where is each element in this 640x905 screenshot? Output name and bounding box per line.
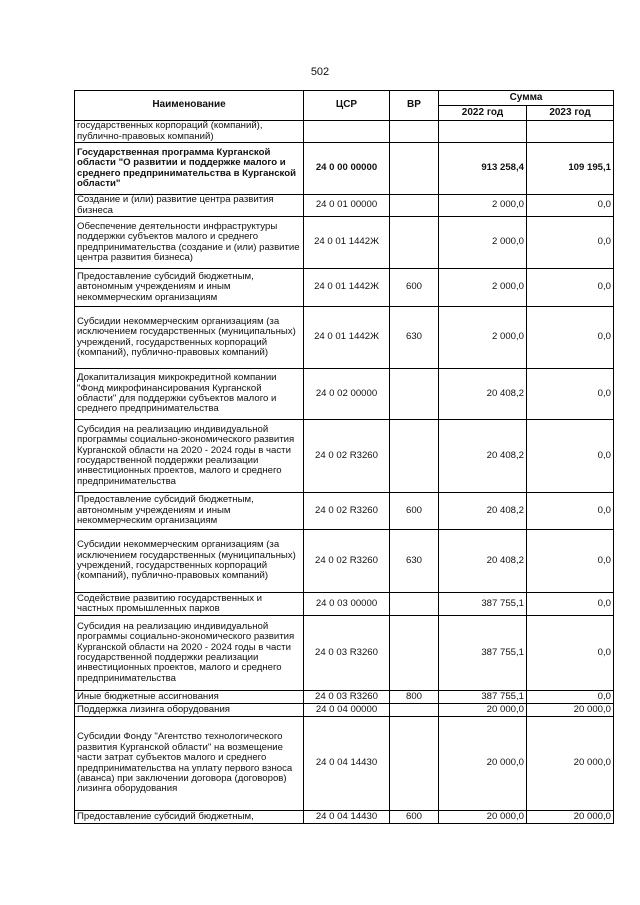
row-sum-2023: 0,0 xyxy=(527,616,614,691)
table-row xyxy=(75,717,614,811)
row-sum-2022: 20 408,2 xyxy=(439,530,527,593)
row-name: Субсидии Фонду "Агентство технологического развития Курганской области" на возмещение части затрат субъектов малого и среднего предпринимательства на уплату первого взноса (аванса) при заключении договора (договоров) лизинга оборудования xyxy=(75,717,304,811)
table-row xyxy=(75,121,614,143)
row-name: Поддержка лизинга оборудования xyxy=(75,704,304,717)
row-sum-2023: 20 000,0 xyxy=(527,704,614,717)
row-sum-2023: 0,0 xyxy=(527,530,614,593)
table-row xyxy=(75,420,614,493)
row-sum-2023: 109 195,1 xyxy=(527,143,614,195)
table-row xyxy=(75,493,614,530)
row-name: Субсидия на реализацию индивидуальной программы социально-экономического развития Курганской области на 2020 - 2024 годы в части государственной поддержки реализации инвестиционных проектов, малого и среднего предпринимательства xyxy=(75,420,304,493)
table-row xyxy=(75,530,614,593)
row-sum-2022: 2 000,0 xyxy=(439,269,527,307)
row-sum-2022: 20 408,2 xyxy=(439,369,527,420)
row-csr: 24 0 02 00000 xyxy=(304,369,390,420)
row-name: Государственная программа Курганской области "О развитии и поддержке малого и среднего предпринимательства в Курганской области" xyxy=(75,143,304,195)
row-vr: 600 xyxy=(390,493,439,530)
row-name: Предоставление субсидий бюджетным, автономным учреждениям и иным некоммерческим организациям xyxy=(75,493,304,530)
table-row xyxy=(75,195,614,217)
row-csr: 24 0 01 1442Ж xyxy=(304,307,390,369)
row-vr xyxy=(390,369,439,420)
row-name: государственных корпораций (компаний), публично-правовых компаний) xyxy=(75,121,304,143)
row-sum-2022: 20 000,0 xyxy=(439,704,527,717)
row-sum-2023: 0,0 xyxy=(527,269,614,307)
row-sum-2022 xyxy=(439,121,527,143)
table-row xyxy=(75,811,614,824)
header-year-2022: 2022 год xyxy=(439,106,527,121)
row-sum-2022: 20 408,2 xyxy=(439,420,527,493)
row-name: Создание и (или) развитие центра развития бизнеса xyxy=(75,195,304,217)
row-name: Субсидии некоммерческим организациям (за исключением государственных (муниципальных) учреждений, государственных корпораций (компаний), публично-правовых компаний) xyxy=(75,530,304,593)
row-name: Обеспечение деятельности инфраструктуры поддержки субъектов малого и среднего предпринимательства (создание и (или) развитие центра развития бизнеса) xyxy=(75,217,304,269)
row-sum-2023: 0,0 xyxy=(527,307,614,369)
table-row xyxy=(75,369,614,420)
row-csr: 24 0 02 R3260 xyxy=(304,420,390,493)
row-sum-2022: 20 408,2 xyxy=(439,493,527,530)
row-sum-2022: 20 000,0 xyxy=(439,811,527,824)
row-vr xyxy=(390,121,439,143)
row-name: Субсидии некоммерческим организациям (за исключением государственных (муниципальных) учреждений, государственных корпораций (компаний), публично-правовых компаний) xyxy=(75,307,304,369)
table-body xyxy=(75,121,614,824)
table-header xyxy=(75,91,614,121)
row-sum-2022: 387 755,1 xyxy=(439,616,527,691)
table-row xyxy=(75,593,614,616)
header-vr: ВР xyxy=(390,91,439,121)
row-sum-2023: 20 000,0 xyxy=(527,811,614,824)
table-row xyxy=(75,307,614,369)
row-sum-2023: 0,0 xyxy=(527,420,614,493)
row-name: Предоставление субсидий бюджетным, автономным учреждениям и иным некоммерческим организациям xyxy=(75,269,304,307)
row-vr: 600 xyxy=(390,269,439,307)
row-csr: 24 0 04 00000 xyxy=(304,704,390,717)
row-vr: 600 xyxy=(390,811,439,824)
row-sum-2023: 0,0 xyxy=(527,493,614,530)
row-vr xyxy=(390,616,439,691)
row-sum-2023: 0,0 xyxy=(527,369,614,420)
page-number: 502 xyxy=(310,66,330,78)
table-row xyxy=(75,143,614,195)
row-vr xyxy=(390,143,439,195)
row-vr xyxy=(390,217,439,269)
table-row xyxy=(75,691,614,704)
row-csr: 24 0 04 14430 xyxy=(304,811,390,824)
row-sum-2022: 387 755,1 xyxy=(439,691,527,704)
row-csr: 24 0 00 00000 xyxy=(304,143,390,195)
row-vr xyxy=(390,593,439,616)
table-row xyxy=(75,704,614,717)
row-csr: 24 0 02 R3260 xyxy=(304,530,390,593)
row-name: Предоставление субсидий бюджетным, xyxy=(75,811,304,824)
row-csr: 24 0 03 00000 xyxy=(304,593,390,616)
header-name: Наименование xyxy=(75,91,304,121)
row-sum-2022: 20 000,0 xyxy=(439,717,527,811)
table-row xyxy=(75,269,614,307)
row-csr xyxy=(304,121,390,143)
row-csr: 24 0 01 1442Ж xyxy=(304,269,390,307)
row-name: Докапитализация микрокредитной компании "Фонд микрофинансирования Курганской области" для поддержки субъектов малого и среднего предпринимательства xyxy=(75,369,304,420)
row-csr: 24 0 02 R3260 xyxy=(304,493,390,530)
row-sum-2022: 913 258,4 xyxy=(439,143,527,195)
table-row xyxy=(75,616,614,691)
header-sum: Сумма xyxy=(439,91,614,106)
row-sum-2023: 0,0 xyxy=(527,195,614,217)
row-sum-2022: 2 000,0 xyxy=(439,307,527,369)
row-sum-2023: 0,0 xyxy=(527,691,614,704)
row-sum-2022: 2 000,0 xyxy=(439,217,527,269)
row-csr: 24 0 03 R3260 xyxy=(304,691,390,704)
row-sum-2023: 0,0 xyxy=(527,593,614,616)
row-vr xyxy=(390,704,439,717)
row-vr: 630 xyxy=(390,307,439,369)
row-csr: 24 0 01 1442Ж xyxy=(304,217,390,269)
table-row xyxy=(75,217,614,269)
row-sum-2023: 0,0 xyxy=(527,217,614,269)
row-sum-2023: 20 000,0 xyxy=(527,717,614,811)
row-name: Субсидия на реализацию индивидуальной программы социально-экономического развития Курганской области на 2020 - 2024 годы в части государственной поддержки реализации инвестиционных проектов, малого и среднего предпринимательства xyxy=(75,616,304,691)
row-sum-2022: 2 000,0 xyxy=(439,195,527,217)
row-csr: 24 0 03 R3260 xyxy=(304,616,390,691)
header-year-2023: 2023 год xyxy=(527,106,614,121)
row-csr: 24 0 04 14430 xyxy=(304,717,390,811)
row-vr xyxy=(390,420,439,493)
header-csr: ЦСР xyxy=(304,91,390,121)
row-sum-2023 xyxy=(527,121,614,143)
row-vr: 630 xyxy=(390,530,439,593)
row-vr xyxy=(390,195,439,217)
row-vr xyxy=(390,717,439,811)
row-vr: 800 xyxy=(390,691,439,704)
row-name: Содействие развитию государственных и частных промышленных парков xyxy=(75,593,304,616)
row-csr: 24 0 01 00000 xyxy=(304,195,390,217)
budget-table xyxy=(74,90,614,824)
row-sum-2022: 387 755,1 xyxy=(439,593,527,616)
row-name: Иные бюджетные ассигнования xyxy=(75,691,304,704)
